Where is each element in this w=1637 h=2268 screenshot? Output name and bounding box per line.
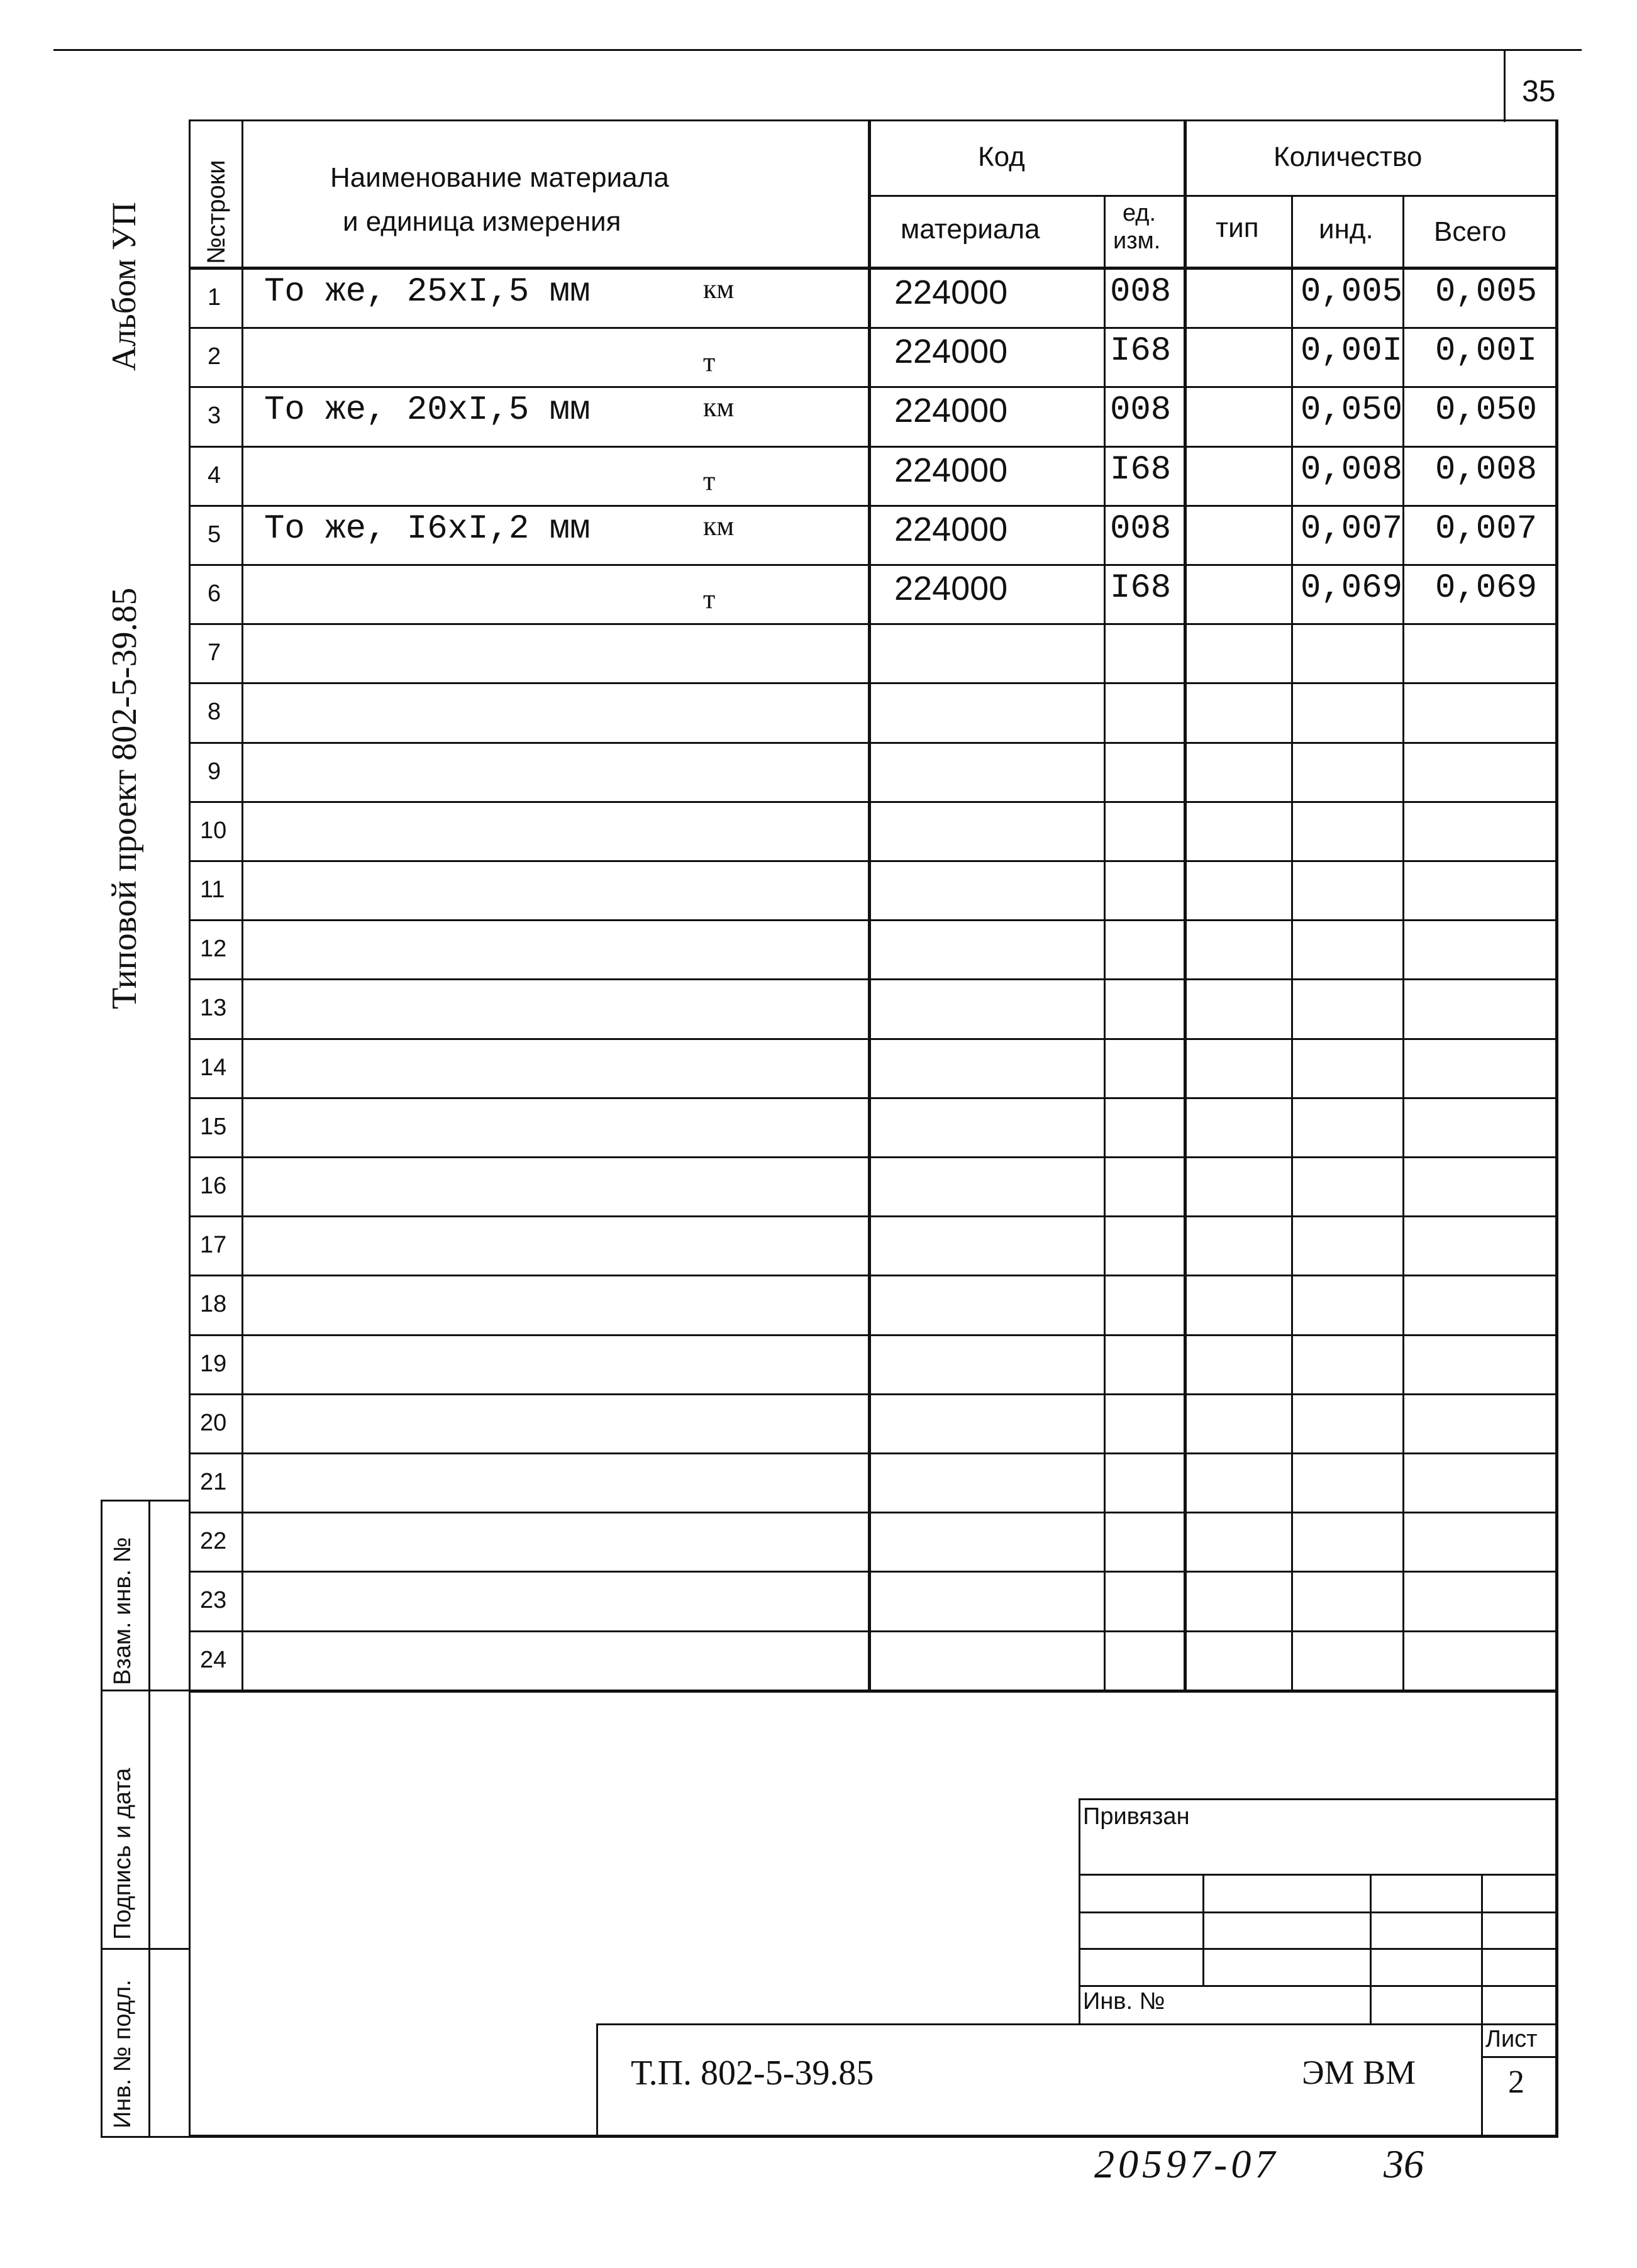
row-unit-code: I68 [1110,569,1172,607]
row-unit: км [703,274,735,304]
row-unit-code: 008 [1110,273,1172,311]
row-name: То же, 20хI,5 мм [264,391,591,430]
row-total: 0,050 [1435,391,1538,430]
header-mid-border [868,195,1557,197]
row-separator [189,386,1557,388]
row-unit: т [703,465,716,496]
row-number: 22 [200,1528,227,1555]
row-unit: т [703,584,716,614]
frame-right-border [1555,119,1558,2138]
row-material-code: 224000 [894,274,1008,311]
row-number: 18 [200,1291,227,1318]
row-number: 1 [208,284,221,311]
row-number: 15 [200,1113,227,1140]
col-sep-ind [1402,195,1404,1691]
stamp-podpis-data: Подпись и дата [109,1767,136,1940]
header-unit-line1: ед. [1123,200,1157,226]
tb-main-top [596,2023,1557,2025]
col-sep-type [1291,195,1293,1691]
row-number: 9 [208,758,221,785]
row-number: 8 [208,699,221,726]
row-number: 12 [200,936,227,963]
row-number: 10 [200,817,227,844]
row-material-code: 224000 [894,451,1008,489]
row-ind: 0,00I [1301,332,1403,371]
row-number: 2 [208,343,221,370]
row-separator [189,1334,1557,1336]
row-number: 20 [200,1409,227,1436]
col-sep-unit [1184,119,1187,1691]
header-code: Код [978,141,1025,172]
row-total: 0,005 [1435,273,1538,311]
tb-col-1 [1202,1874,1204,1985]
header-qty-total: Всего [1434,216,1507,247]
page-number-divider [1504,49,1506,122]
row-material-code: 224000 [894,510,1008,548]
tb-sheet-label: Лист [1485,2026,1538,2052]
tb-col-3 [1481,1874,1483,2025]
row-number: 23 [200,1587,227,1614]
row-unit-code: I68 [1110,450,1172,489]
header-row-number: №строки [203,160,230,264]
row-separator [189,1630,1557,1632]
row-separator [189,801,1557,803]
tb-row-3 [1079,1948,1557,1950]
row-number: 17 [200,1232,227,1259]
col-sep-material [1104,195,1106,1691]
row-material-code: 224000 [894,570,1008,607]
row-separator [189,682,1557,684]
col-sep-num [241,119,243,1691]
top-rule [53,49,1582,51]
row-ind: 0,007 [1301,509,1403,548]
row-number: 24 [200,1646,227,1673]
tb-col-2 [1370,1874,1372,2025]
stamp-bottom [101,2136,191,2138]
header-unit-line2: изм. [1113,228,1161,254]
tb-row-4 [1079,1985,1557,1987]
row-total: 0,069 [1435,569,1538,607]
row-separator [189,1512,1557,1513]
row-separator [189,446,1557,448]
row-total: 0,007 [1435,509,1538,548]
row-ind: 0,005 [1301,273,1403,311]
footer-page-number: 36 [1384,2142,1424,2186]
stamp-vzam-inv: Взам. инв. № [109,1537,136,1685]
tb-sheet-value: 2 [1508,2064,1524,2100]
page-number: 35 [1522,75,1556,108]
row-separator [189,978,1557,980]
row-number: 3 [208,402,221,429]
header-qty-ind: инд. [1319,214,1373,245]
tb-sheet-left [1481,2023,1483,2137]
tb-privyazan-top [1079,1798,1557,1800]
tb-row-2 [1079,1911,1557,1913]
row-number: 5 [208,521,221,548]
row-number: 11 [200,877,225,903]
row-separator [189,1275,1557,1276]
row-total: 0,008 [1435,450,1538,489]
row-total: 0,00I [1435,332,1538,371]
row-separator [189,327,1557,329]
row-unit: км [703,510,735,541]
tb-code: ЭМ ВМ [1302,2054,1416,2091]
row-unit-code: 008 [1110,391,1172,430]
row-separator [189,1393,1557,1395]
side-project-label: Типовой проект 802-5-39.85 [105,587,144,1009]
stamp-left-border [101,1500,103,2138]
row-ind: 0,050 [1301,391,1403,430]
header-code-material: материала [901,214,1040,245]
frame-bottom-border [189,2135,1557,2138]
tb-privyazan: Привязан [1083,1803,1190,1830]
row-separator [189,742,1557,744]
row-separator [189,1452,1557,1454]
stamp-sep-1 [101,1690,191,1691]
tb-main-left [596,2023,598,2137]
row-ind: 0,008 [1301,450,1403,489]
row-number: 4 [208,462,221,489]
row-number: 19 [200,1350,227,1377]
row-separator [189,919,1557,921]
stamp-mid-border [148,1500,150,2138]
header-quantity: Количество [1274,141,1423,172]
stamp-sep-2 [101,1948,191,1950]
row-number: 13 [200,995,227,1022]
row-name: То же, 25хI,5 мм [264,273,591,311]
row-separator [189,505,1557,507]
stamp-inv-podl: Инв. № подл. [109,1979,136,2128]
row-number: 7 [208,639,221,667]
row-material-code: 224000 [894,333,1008,371]
header-name-line1: Наименование материала [330,162,669,193]
row-unit-code: 008 [1110,509,1172,548]
tb-row-1 [1079,1874,1557,1876]
row-number: 14 [200,1054,227,1081]
row-number: 16 [200,1173,227,1199]
row-number: 21 [200,1469,227,1495]
frame-left-border [189,119,191,2138]
row-number: 6 [208,580,221,607]
row-separator [189,1215,1557,1217]
header-qty-type: тип [1216,213,1259,243]
side-album-label: Альбом УП [105,202,143,371]
footer-archive-number: 20597-07 [1094,2142,1279,2186]
tb-inv-no: Инв. № [1083,1988,1165,2015]
row-separator [189,623,1557,625]
table-top-border [189,119,1557,121]
stamp-top [101,1500,191,1502]
tb-sheet-sep [1481,2056,1557,2058]
row-ind: 0,069 [1301,569,1403,607]
row-unit-code: I68 [1110,332,1172,371]
row-separator [189,860,1557,862]
row-material-code: 224000 [894,392,1008,430]
tb-designation: Т.П. 802-5-39.85 [631,2054,874,2093]
row-separator [189,1156,1557,1158]
row-unit: км [703,392,735,423]
col-sep-name [868,119,871,1691]
row-separator [189,1097,1557,1099]
row-unit: т [703,346,716,378]
row-separator [189,1038,1557,1040]
table-bottom-border [189,1690,1557,1693]
row-name: То же, I6хI,2 мм [264,509,591,548]
row-separator [189,1571,1557,1573]
header-name-line2: и единица измерения [343,206,621,237]
header-bottom-border [189,267,1557,270]
row-separator [189,564,1557,566]
